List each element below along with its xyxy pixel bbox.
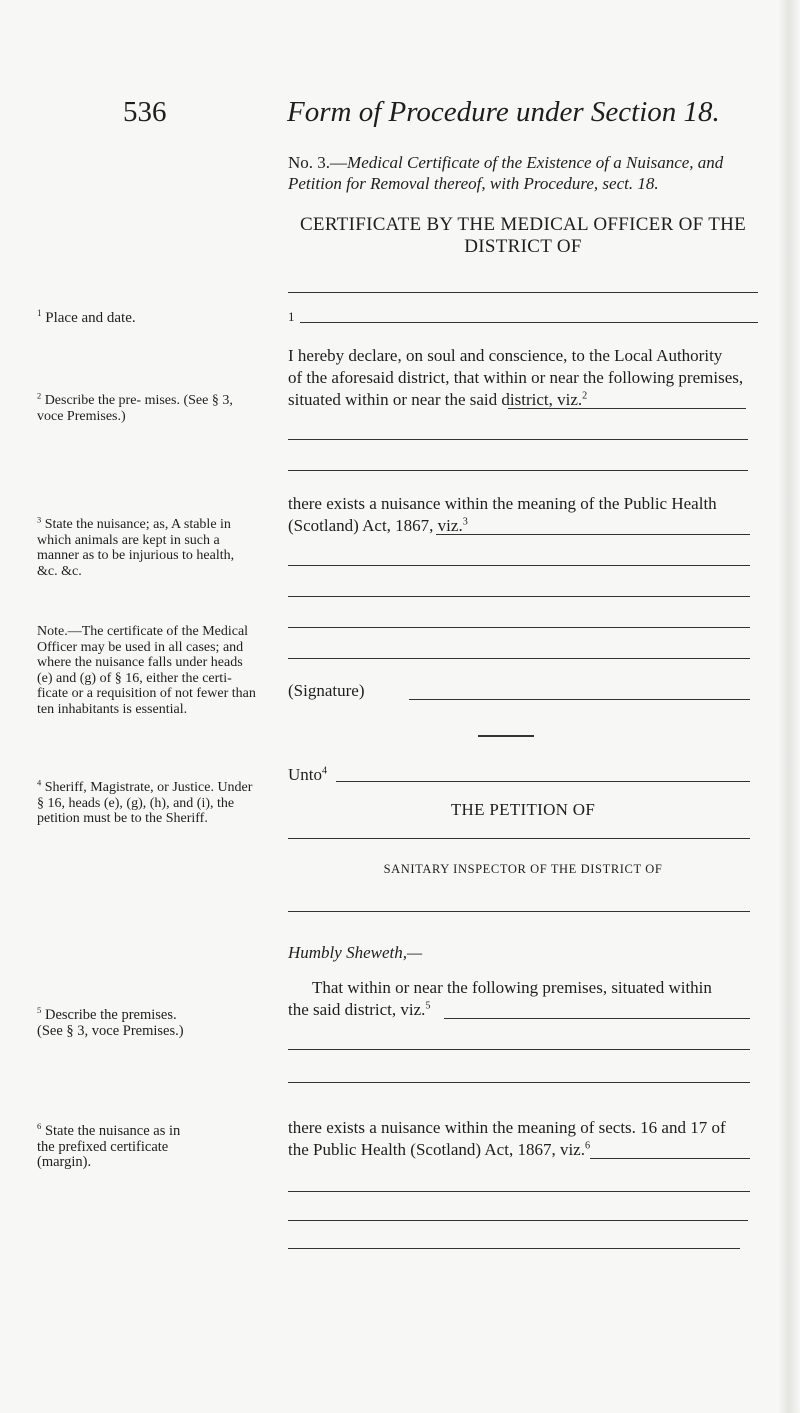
margin-note-6-text: State the nuisance as in the prefixed certificate (margin). bbox=[37, 1123, 181, 1170]
nuisance-line-1 bbox=[436, 534, 750, 535]
petition-line1: That within or near the following premises, situated within bbox=[312, 978, 712, 997]
petitioner-line bbox=[288, 838, 750, 839]
declaration-line1: I hereby declare, on soul and conscience, to the Local Authority bbox=[288, 346, 723, 365]
short-divider bbox=[478, 735, 534, 737]
margin-note-6-num: 6 bbox=[37, 1121, 42, 1132]
petition-nuisance-line-4 bbox=[288, 1248, 740, 1249]
unto-ref: 4 bbox=[322, 765, 328, 777]
margin-note-2-text: Describe the pre- mises. (See § 3, voce Premises.) bbox=[37, 393, 233, 424]
form-number: No. 3.— bbox=[288, 153, 348, 172]
nuisance-line-4 bbox=[288, 627, 750, 628]
petition-line4 bbox=[288, 1139, 590, 1161]
margin-note-2-num: 2 bbox=[37, 391, 42, 401]
margin-note-4 bbox=[37, 780, 257, 827]
form-title bbox=[288, 152, 758, 194]
petition-line2-text: the said district, viz. bbox=[288, 1000, 426, 1019]
margin-note-5 bbox=[37, 1005, 187, 1039]
nuisance-line-3 bbox=[288, 596, 750, 597]
petition-heading: THE PETITION OF bbox=[450, 800, 596, 819]
exists-ref: 3 bbox=[462, 516, 468, 528]
margin-note-1-num: 1 bbox=[37, 308, 42, 318]
petition-premises-line-2 bbox=[288, 1049, 750, 1050]
margin-note-3-num: 3 bbox=[37, 515, 42, 525]
unto-line bbox=[336, 781, 750, 782]
page-number: 536 bbox=[123, 96, 167, 128]
signature-line bbox=[409, 699, 750, 700]
petition-line4-ref: 6 bbox=[584, 1140, 591, 1152]
signature-label: (Signature) bbox=[288, 681, 365, 700]
inspector-line: SANITARY INSPECTOR OF THE DISTRICT OF bbox=[383, 862, 663, 876]
certificate-heading-line1: CERTIFICATE BY THE MEDICAL OFFICER OF THE bbox=[299, 214, 747, 235]
margin-note-3b: Note.—The certificate of the Medical Officer may be used in all cases; and where the nuisance falls under heads (e) and (g) of § 16, either the certi- ficate or a requisition of not fewer than ten inhabitants is essential. bbox=[37, 624, 256, 717]
margin-note-3 bbox=[37, 517, 257, 579]
petition-nuisance-line-1 bbox=[590, 1158, 750, 1159]
premises-line-1 bbox=[508, 408, 746, 409]
margin-note-4-num: 4 bbox=[37, 778, 42, 788]
nuisance-line-5 bbox=[288, 658, 750, 659]
form-title-italic: Medical Certificate of the Existence of a Nuisance, and Petition for Removal thereof, with Procedure, sect. 18. bbox=[288, 153, 724, 193]
margin-note-1-text: Place and date. bbox=[45, 310, 136, 326]
declaration-ref: 2 bbox=[582, 390, 588, 402]
nuisance-line-2 bbox=[288, 565, 750, 566]
margin-note-6 bbox=[37, 1121, 187, 1171]
certificate-heading-line2: DISTRICT OF bbox=[464, 236, 582, 257]
margin-note-5-num: 5 bbox=[37, 1005, 42, 1016]
exists-line1: there exists a nuisance within the meaning of the Public Health bbox=[288, 494, 717, 513]
running-title: Form of Procedure under Section 18. bbox=[287, 96, 720, 128]
margin-note-3-text: State the nuisance; as, A stable in which animals are kept in such a manner as to be injurious to health, &c. &c. bbox=[37, 517, 235, 579]
humbly-sheweth: Humbly Sheweth,— bbox=[288, 943, 423, 962]
rule-after-heading bbox=[288, 292, 758, 293]
premises-line-2 bbox=[288, 439, 748, 440]
petition-premises-line-1 bbox=[444, 1018, 750, 1019]
premises-line-3 bbox=[288, 470, 748, 471]
declaration-line2: of the aforesaid district, that within or near the following premises, bbox=[288, 368, 744, 387]
district-line bbox=[288, 911, 750, 912]
unto-text: Unto bbox=[288, 765, 322, 784]
petition-line3: there exists a nuisance within the meaning of sects. 16 and 17 of bbox=[288, 1118, 726, 1137]
page-edge-shadow bbox=[778, 0, 800, 1413]
petition-line4-text: the Public Health (Scotland) Act, 1867, viz. bbox=[288, 1140, 585, 1159]
petition-premises-line-3 bbox=[288, 1082, 750, 1083]
petition-line2 bbox=[288, 999, 430, 1021]
petition-line2-ref: 5 bbox=[425, 1000, 431, 1012]
unto-label bbox=[288, 764, 327, 786]
petition-nuisance-line-3 bbox=[288, 1220, 748, 1221]
margin-note-2 bbox=[37, 393, 255, 424]
margin-note-1 bbox=[37, 308, 257, 327]
place-date-marker: 1 bbox=[288, 309, 295, 324]
declaration-line3-text: situated within or near the said district, viz. bbox=[288, 390, 583, 409]
margin-note-4-text: Sheriff, Magistrate, or Justice. Under § 16, heads (e), (g), (h), and (i), the petition must be to the Sheriff. bbox=[37, 780, 253, 826]
place-date-line bbox=[300, 322, 758, 323]
exists-line2-text: (Scotland) Act, 1867, viz. bbox=[288, 516, 463, 535]
margin-note-5-text: Describe the premises. (See § 3, voce Premises.) bbox=[37, 1007, 184, 1039]
petition-nuisance-line-2 bbox=[288, 1191, 750, 1192]
